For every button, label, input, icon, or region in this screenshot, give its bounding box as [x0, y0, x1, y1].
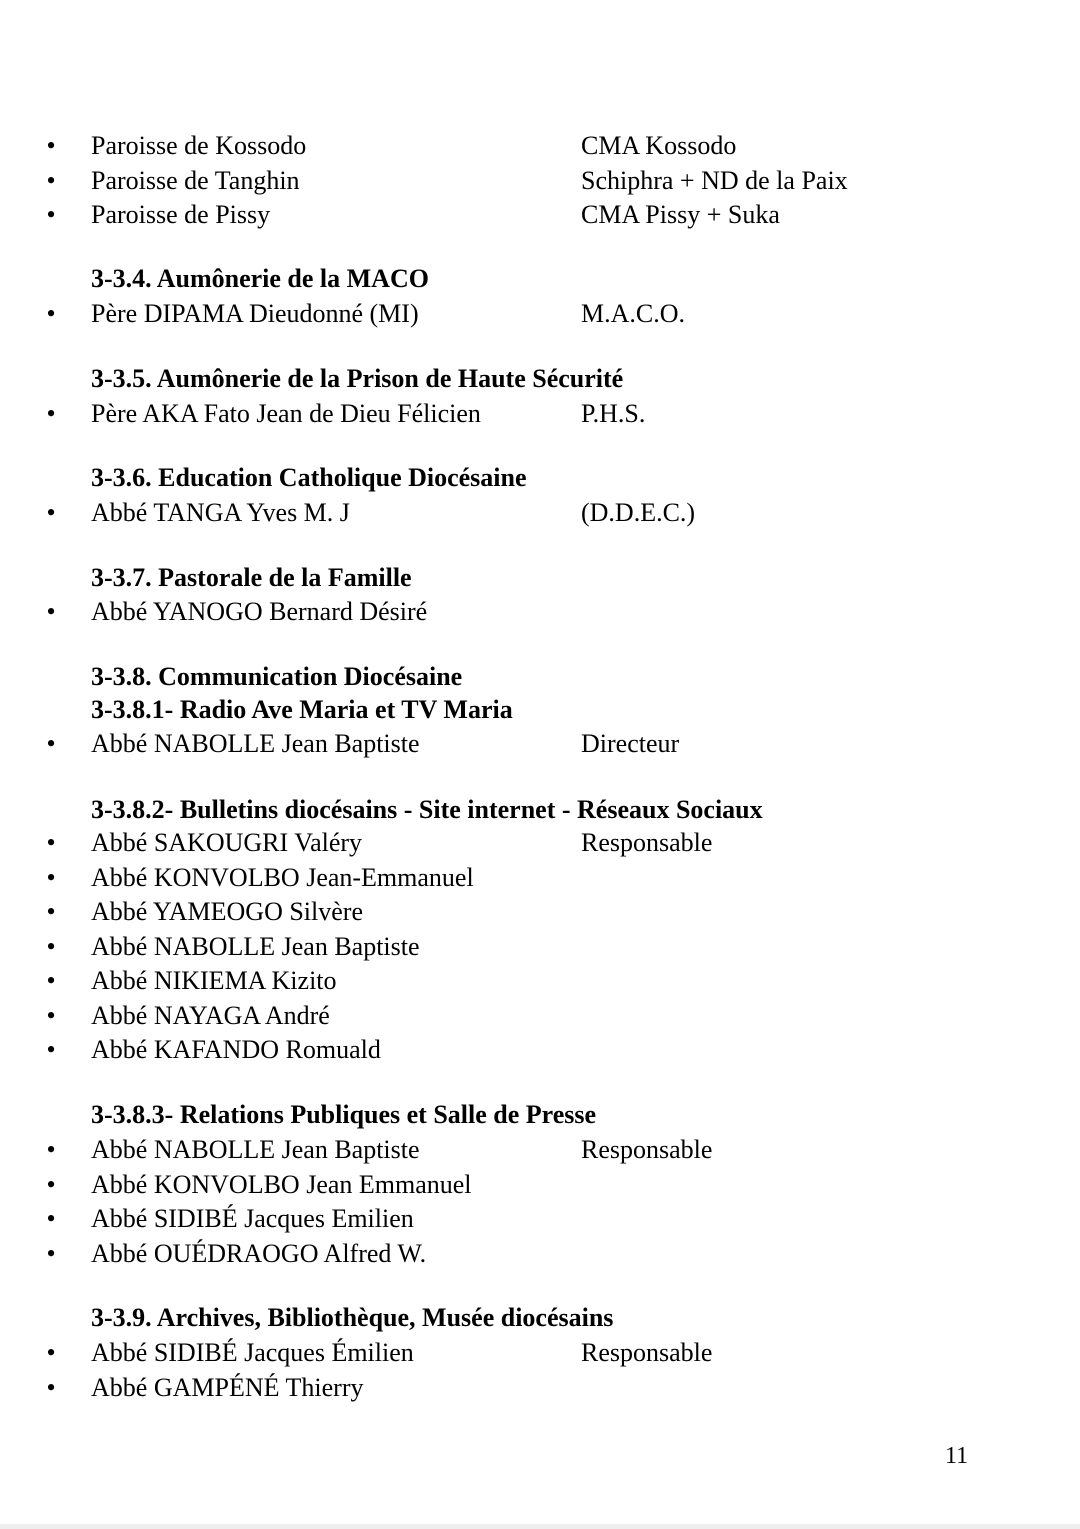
- list-item: [0, 999, 1080, 1033]
- list-item: [0, 895, 1080, 929]
- section-heading: 3-3.6. Education Catholique Diocésaine: [91, 463, 527, 492]
- item-name: Abbé NABOLLE Jean Baptiste: [91, 1135, 420, 1164]
- list-item: [0, 496, 1080, 530]
- bullet-icon: •: [46, 200, 56, 229]
- bullet-icon: •: [46, 1239, 56, 1268]
- item-name: Abbé NAYAGA André: [91, 1001, 330, 1030]
- item-role: Directeur: [581, 729, 680, 758]
- item-role: CMA Kossodo: [581, 131, 737, 160]
- item-name: Abbé SIDIBÉ Jacques Émilien: [91, 1338, 414, 1367]
- list-item: [0, 1336, 1080, 1370]
- bullet-icon: •: [46, 166, 56, 195]
- list-item: [0, 164, 1080, 198]
- bullet-icon: •: [46, 897, 56, 926]
- item-name: Abbé YANOGO Bernard Désiré: [91, 597, 428, 626]
- list-item: [0, 964, 1080, 998]
- item-name: Abbé KONVOLBO Jean-Emmanuel: [91, 863, 474, 892]
- section-heading: 3-3.8.3- Relations Publiques et Salle de Presse: [91, 1100, 597, 1129]
- bullet-icon: •: [46, 1001, 56, 1030]
- item-role: P.H.S.: [581, 399, 646, 428]
- bullet-icon: •: [46, 131, 56, 160]
- section-heading: 3-3.7. Pastorale de la Famille: [91, 563, 412, 592]
- bullet-icon: •: [46, 597, 56, 626]
- list-item: [0, 198, 1080, 232]
- item-name: Abbé SAKOUGRI Valéry: [91, 828, 363, 857]
- item-name: Abbé KAFANDO Romuald: [91, 1035, 381, 1064]
- section-heading: 3-3.5. Aumônerie de la Prison de Haute Sécurité: [91, 364, 624, 393]
- bullet-icon: •: [46, 863, 56, 892]
- item-name: Paroisse de Kossodo: [91, 131, 307, 160]
- bullet-icon: •: [46, 1373, 56, 1402]
- bullet-icon: •: [46, 1170, 56, 1199]
- bullet-icon: •: [46, 299, 56, 328]
- list-item: [0, 861, 1080, 895]
- list-item: [0, 1168, 1080, 1202]
- bullet-icon: •: [46, 966, 56, 995]
- bullet-icon: •: [46, 399, 56, 428]
- bullet-icon: •: [46, 498, 56, 527]
- bullet-icon: •: [46, 1338, 56, 1367]
- section-heading: 3-3.8. Communication Diocésaine: [91, 662, 463, 691]
- item-name: Abbé SIDIBÉ Jacques Emilien: [91, 1204, 414, 1233]
- item-role: Responsable: [581, 828, 713, 857]
- bullet-icon: •: [46, 1204, 56, 1233]
- item-name: Paroisse de Tanghin: [91, 166, 300, 195]
- bullet-icon: •: [46, 1135, 56, 1164]
- item-name: Abbé NABOLLE Jean Baptiste: [91, 932, 420, 961]
- page-bottom-edge: [0, 1524, 1080, 1529]
- list-item: [0, 297, 1080, 331]
- section-subheading: 3-3.8.1- Radio Ave Maria et TV Maria: [91, 695, 513, 724]
- page-number: 11: [945, 1443, 969, 1469]
- item-name: Abbé KONVOLBO Jean Emmanuel: [91, 1170, 472, 1199]
- list-item: [0, 129, 1080, 163]
- item-role: Schiphra + ND de la Paix: [581, 166, 848, 195]
- section-heading: 3-3.4. Aumônerie de la MACO: [91, 264, 429, 293]
- section-heading: 3-3.9. Archives, Bibliothèque, Musée diocésains: [91, 1303, 614, 1332]
- list-item: [0, 826, 1080, 860]
- item-name: Paroisse de Pissy: [91, 200, 271, 229]
- list-item: [0, 930, 1080, 964]
- list-item: [0, 397, 1080, 431]
- item-name: Abbé NIKIEMA Kizito: [91, 966, 337, 995]
- item-role: CMA Pissy + Suka: [581, 200, 780, 229]
- list-item: [0, 595, 1080, 629]
- list-item: [0, 727, 1080, 761]
- item-role: Responsable: [581, 1338, 713, 1367]
- item-name: Père DIPAMA Dieudonné (MI): [91, 299, 419, 328]
- bullet-icon: •: [46, 729, 56, 758]
- bullet-icon: •: [46, 932, 56, 961]
- list-item: [0, 1202, 1080, 1236]
- item-name: Abbé TANGA Yves M. J: [91, 498, 350, 527]
- section-heading: 3-3.8.2- Bulletins diocésains - Site internet - Réseaux Sociaux: [91, 795, 763, 824]
- item-name: Abbé OUÉDRAOGO Alfred W.: [91, 1239, 427, 1268]
- item-role: (D.D.E.C.): [581, 498, 696, 527]
- list-item: [0, 1237, 1080, 1271]
- list-item: [0, 1133, 1080, 1167]
- item-role: M.A.C.O.: [581, 299, 686, 328]
- list-item: [0, 1033, 1080, 1067]
- bullet-icon: •: [46, 1035, 56, 1064]
- item-name: Abbé GAMPÉNÉ Thierry: [91, 1373, 364, 1402]
- list-item: [0, 1371, 1080, 1405]
- item-name: Abbé YAMEOGO Silvère: [91, 897, 363, 926]
- item-name: Père AKA Fato Jean de Dieu Félicien: [91, 399, 481, 428]
- item-role: Responsable: [581, 1135, 713, 1164]
- bullet-icon: •: [46, 828, 56, 857]
- item-name: Abbé NABOLLE Jean Baptiste: [91, 729, 420, 758]
